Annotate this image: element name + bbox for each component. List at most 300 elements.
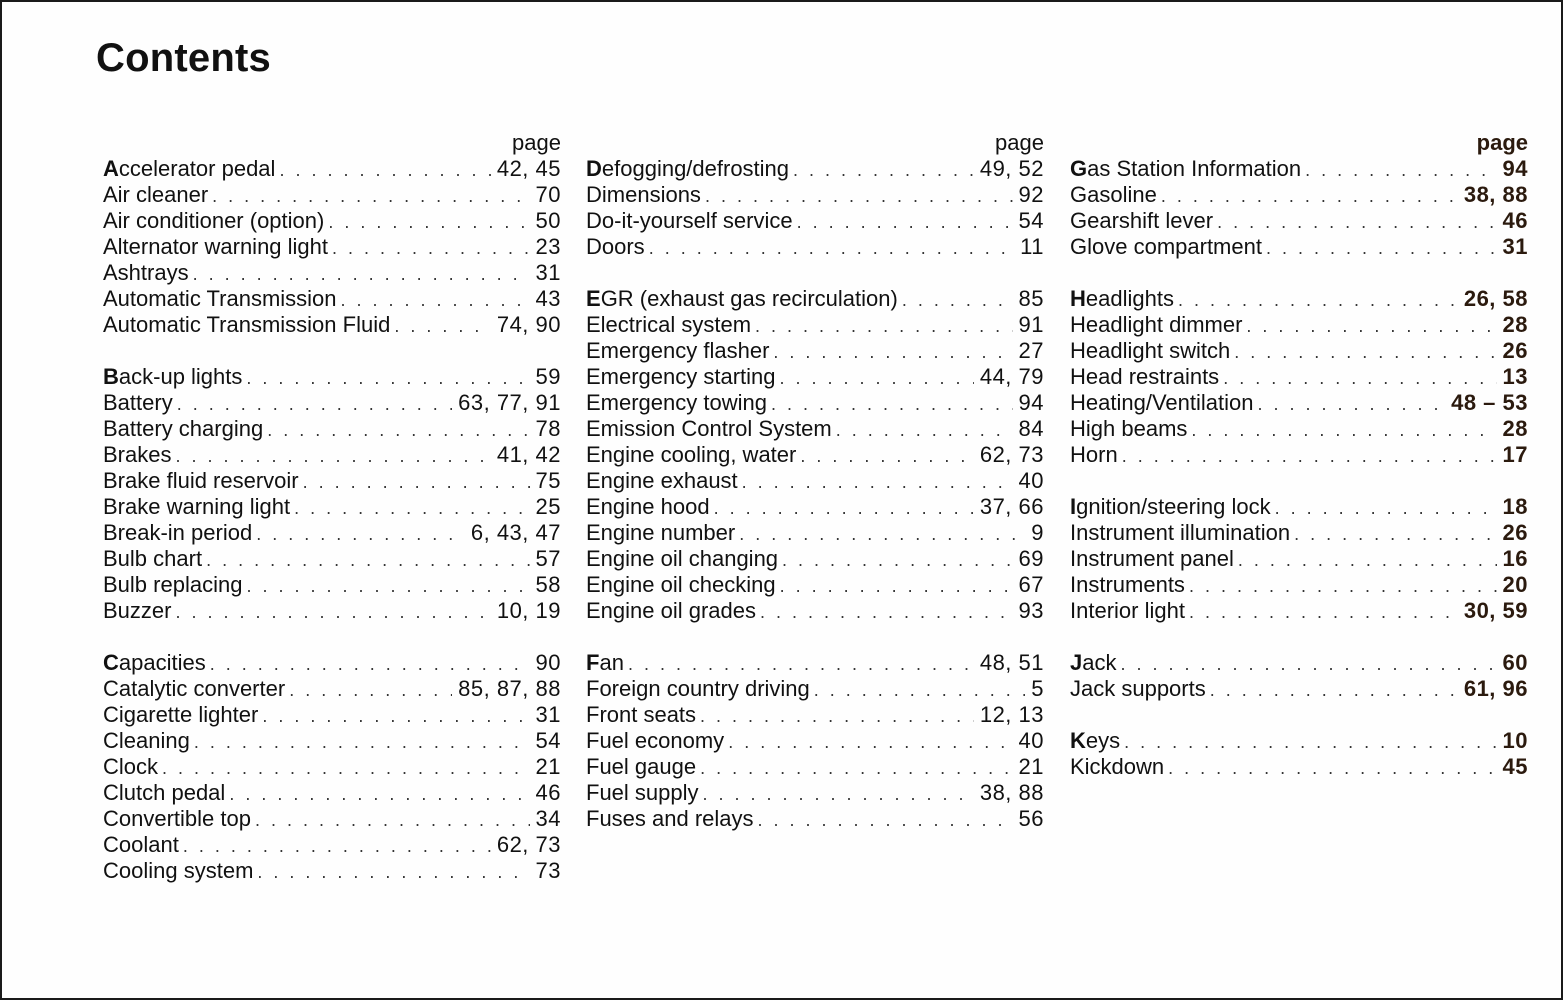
index-entry[interactable] [586,598,1044,624]
dot-leader [771,391,1013,417]
entry-label: Engine hood [586,494,710,519]
entry-page-number: 41, 42 [496,442,561,467]
entry-term [103,702,258,728]
index-entry[interactable] [103,780,561,806]
entry-term [586,182,701,208]
index-entry[interactable] [103,156,561,182]
group-spacer [103,624,561,650]
index-entry[interactable] [103,364,561,390]
index-entry[interactable] [103,520,561,546]
entry-page-number: 63, 77, 91 [458,390,561,415]
entry-term [1070,234,1262,260]
dot-leader [183,833,491,859]
dot-leader [1266,235,1497,261]
dot-leader [793,157,974,183]
dot-leader [1121,651,1497,677]
index-entry[interactable] [1070,728,1528,754]
index-entry[interactable] [1070,572,1528,598]
entry-term [103,364,242,390]
entry-page-number: 11 [1020,234,1044,259]
dot-leader [162,755,530,781]
group-spacer [1070,468,1528,494]
entry-page-number: 42, 45 [496,156,561,181]
entry-label: Brakes [103,442,172,467]
entry-term [1070,676,1206,702]
entry-term [103,546,202,572]
entry-label: Clutch pedal [103,780,226,805]
index-column-3 [1070,130,1528,780]
entry-page-number: 70 [535,182,561,207]
index-entry[interactable] [103,598,561,624]
index-entry[interactable] [586,364,1044,390]
entry-page-number: 90 [535,650,561,675]
entry-initial-letter: D [586,156,602,181]
entry-term [103,286,337,312]
entry-page-number: 91 [1018,312,1044,337]
entry-label: apacities [118,650,206,675]
entry-page-number: 73 [535,858,561,883]
entry-page-number: 5 [1031,676,1044,701]
entry-initial-letter: C [103,650,119,675]
entry-initial-letter: F [586,650,600,675]
index-entry[interactable] [103,312,561,338]
entry-page-number: 46 [1502,208,1528,233]
entry-term [586,676,810,702]
index-entry[interactable] [1070,520,1528,546]
index-entry[interactable] [586,338,1044,364]
entry-term [586,598,756,624]
entry-term [586,702,696,728]
entry-term [586,468,738,494]
entry-page-number: 38, 88 [1463,182,1528,207]
dot-leader [714,495,974,521]
dot-leader [1168,755,1496,781]
entry-page-number: 31 [535,260,561,285]
dot-leader [742,469,1013,495]
entry-page-number: 31 [535,702,561,727]
entry-term [1070,182,1157,208]
entry-label: Coolant [103,832,179,857]
entry-term [103,520,252,546]
entry-page-number: 49, 52 [979,156,1044,181]
entry-label: eadlights [1085,286,1174,311]
entry-label: eys [1085,728,1121,753]
entry-term [103,754,158,780]
entry-label: Gasoline [1070,182,1157,207]
index-entry[interactable] [586,702,1044,728]
entry-label: Emergency towing [586,390,767,415]
entry-label: Fuel gauge [586,754,697,779]
entry-term [586,156,789,182]
entry-term [586,728,724,754]
entry-page-number: 26 [1502,520,1528,545]
index-entry[interactable] [103,234,561,260]
dot-leader [394,313,491,339]
entry-label: Interior light [1070,598,1185,623]
entry-term [1070,442,1118,468]
index-entry[interactable] [103,702,561,728]
entry-label: Headlight dimmer [1070,312,1243,337]
index-entry[interactable] [586,780,1044,806]
index-entry[interactable] [586,650,1044,676]
entry-page-number: 13 [1502,364,1528,389]
dot-leader [700,755,1012,781]
dot-leader [780,573,1013,599]
entry-label: Battery [103,390,173,415]
index-column-2 [586,130,1044,832]
entry-label: Bulb chart [103,546,203,571]
entry-page-number: 12, 13 [979,702,1044,727]
dot-leader [1246,313,1496,339]
group-spacer [1070,624,1528,650]
entry-page-number: 38, 88 [979,780,1044,805]
entry-label: ccelerator pedal [118,156,276,181]
page-column-header: page [1476,130,1528,155]
index-entry[interactable] [103,676,561,702]
index-entry[interactable] [103,468,561,494]
entry-label: Buzzer [103,598,172,623]
entry-label: Automatic Transmission [103,286,337,311]
entry-page-number: 48, 51 [979,650,1044,675]
entry-term [1070,494,1271,520]
entry-label: an [599,650,624,675]
index-entry[interactable] [586,286,1044,312]
dot-leader [1294,521,1496,547]
entry-page-number: 94 [1018,390,1044,415]
entry-page-number: 61, 96 [1463,676,1528,701]
index-entry[interactable] [586,416,1044,442]
index-entry[interactable] [586,208,1044,234]
entry-page-number: 45 [1502,754,1528,779]
entry-term [1070,208,1213,234]
index-entry[interactable] [586,806,1044,832]
entry-label: ack-up lights [118,364,243,389]
index-entry[interactable] [103,858,561,884]
entry-label: GR (exhaust gas recirculation) [600,286,898,311]
dot-leader [246,365,529,391]
entry-term [586,442,796,468]
entry-label: Do-it-yourself service [586,208,793,233]
dot-leader [341,287,530,313]
index-entry[interactable] [586,754,1044,780]
index-entry[interactable] [586,156,1044,182]
entry-label: Alternator warning light [103,234,329,259]
dot-leader [1189,599,1458,625]
index-entry[interactable] [586,468,1044,494]
index-entry[interactable] [586,520,1044,546]
index-entry[interactable] [103,832,561,858]
entry-page-number: 10 [1502,728,1528,753]
entry-page-number: 21 [535,754,561,779]
entry-term [103,208,324,234]
entry-term [103,858,253,884]
dot-leader [1223,365,1496,391]
dot-leader [303,469,530,495]
entry-label: Engine oil grades [586,598,757,623]
index-entry[interactable] [1070,286,1528,312]
index-column-1 [103,130,561,884]
index-entry[interactable] [1070,676,1528,702]
entry-page-number: 25 [535,494,561,519]
entry-label: Break-in period [103,520,253,545]
entry-page-number: 62, 73 [979,442,1044,467]
entry-term [586,390,767,416]
dot-leader [194,729,530,755]
entry-page-number: 85 [1018,286,1044,311]
entry-page-number: 78 [535,416,561,441]
entry-label: Convertible top [103,806,251,831]
entry-label: Brake fluid reservoir [103,468,299,493]
entry-term [103,832,179,858]
entry-term [103,572,242,598]
entry-page-number: 75 [535,468,561,493]
dot-leader [1275,495,1497,521]
dot-leader [193,261,530,287]
entry-page-number: 58 [535,572,561,597]
entry-term [1070,390,1253,416]
entry-label: Engine number [586,520,736,545]
entry-term [586,234,645,260]
index-entry[interactable] [1070,338,1528,364]
entry-term [586,806,754,832]
entry-label: Engine oil checking [586,572,776,597]
dot-leader [1238,547,1497,573]
index-entry[interactable] [103,546,561,572]
dot-leader [780,365,974,391]
index-entry[interactable] [586,234,1044,260]
entry-label: Glove compartment [1070,234,1262,259]
dot-leader [262,703,529,729]
index-entry[interactable] [103,806,561,832]
entry-initial-letter: K [1070,728,1086,753]
entry-page-number: 37, 66 [979,494,1044,519]
entry-page-number: 93 [1018,598,1044,623]
index-entry[interactable] [103,182,561,208]
entry-label: Dimensions [586,182,701,207]
entry-label: Kickdown [1070,754,1165,779]
entry-term [1070,520,1290,546]
entry-label: Gearshift lever [1070,208,1214,233]
entry-page-number: 28 [1502,312,1528,337]
entry-label: Clock [103,754,159,779]
entry-page-number: 46 [535,780,561,805]
index-entry[interactable] [586,546,1044,572]
index-entry[interactable] [103,754,561,780]
entry-page-number: 16 [1502,546,1528,571]
dot-leader [256,521,465,547]
entry-term [103,650,206,676]
entry-page-number: 74, 90 [496,312,561,337]
dot-leader [1122,443,1497,469]
entry-term [103,676,285,702]
index-entry[interactable] [1070,234,1528,260]
index-entry[interactable] [1070,312,1528,338]
dot-leader [705,183,1013,209]
entry-term [103,598,171,624]
entry-label: efogging/defrosting [601,156,790,181]
group-spacer [586,260,1044,286]
entry-page-number: 23 [535,234,561,259]
entry-page-number: 9 [1031,520,1044,545]
entry-page-number: 10, 19 [496,598,561,623]
index-entry[interactable] [1070,442,1528,468]
entry-label: Cooling system [103,858,254,883]
dot-leader [328,209,529,235]
page-column-header: page [512,130,561,155]
index-entry[interactable] [103,390,561,416]
index-entry[interactable] [586,572,1044,598]
index-entry[interactable] [1070,364,1528,390]
entry-page-number: 62, 73 [496,832,561,857]
entry-term [1070,286,1174,312]
index-entry[interactable] [1070,546,1528,572]
dot-leader [1189,573,1497,599]
entry-term [1070,572,1185,598]
index-entry[interactable] [586,676,1044,702]
index-entry[interactable] [1070,416,1528,442]
dot-leader [289,677,452,703]
index-entry[interactable] [103,260,561,286]
entry-term [586,520,735,546]
index-entry[interactable] [103,728,561,754]
index-entry[interactable] [103,650,561,676]
entry-label: Engine exhaust [586,468,738,493]
entry-label: Fuses and relays [586,806,754,831]
entry-term [1070,728,1120,754]
entry-initial-letter: B [103,364,119,389]
entry-label: Front seats [586,702,697,727]
index-entry[interactable] [1070,156,1528,182]
dot-leader [773,339,1012,365]
dot-leader [728,729,1012,755]
index-entry[interactable] [586,312,1044,338]
index-entry[interactable] [103,494,561,520]
dot-leader [902,287,1013,313]
entry-term [103,780,225,806]
index-entry[interactable] [103,442,561,468]
dot-leader [246,573,529,599]
entry-term [586,546,778,572]
entry-label: Headlight switch [1070,338,1231,363]
index-entry[interactable] [1070,208,1528,234]
index-entry[interactable] [103,416,561,442]
entry-term [1070,156,1301,182]
entry-page-number: 54 [1018,208,1044,233]
index-entry[interactable] [1070,650,1528,676]
entry-initial-letter: H [1070,286,1086,311]
entry-label: Emission Control System [586,416,832,441]
entry-label: ack [1082,650,1117,675]
dot-leader [1210,677,1458,703]
entry-initial-letter: I [1070,494,1077,519]
dot-leader [814,677,1025,703]
entry-term [1070,598,1185,624]
dot-leader [332,235,530,261]
index-entry[interactable] [103,572,561,598]
index-entry[interactable] [1070,182,1528,208]
dot-leader [739,521,1025,547]
entry-term [586,780,699,806]
entry-initial-letter: A [103,156,119,181]
dot-leader [177,391,452,417]
entry-label: Foreign country driving [586,676,810,701]
index-entry[interactable] [586,390,1044,416]
entry-term [103,442,171,468]
entry-term [586,286,898,312]
entry-term [103,416,263,442]
dot-leader [1161,183,1458,209]
entry-label: Brake warning light [103,494,291,519]
entry-label: Bulb replacing [103,572,243,597]
index-entry[interactable] [103,286,561,312]
entry-page-number: 59 [535,364,561,389]
entry-page-number: 17 [1502,442,1528,467]
dot-leader [206,547,529,573]
dot-leader [836,417,1013,443]
index-entry[interactable] [1070,598,1528,624]
group-spacer [1070,260,1528,286]
entry-label: Doors [586,234,645,259]
dot-leader [1124,729,1496,755]
entry-term [103,234,328,260]
entry-term [103,468,299,494]
dot-leader [758,807,1013,833]
entry-label: Cigarette lighter [103,702,259,727]
dot-leader [1234,339,1496,365]
entry-term [103,312,390,338]
index-entry[interactable] [586,728,1044,754]
entry-label: Heating/Ventilation [1070,390,1254,415]
dot-leader [255,807,530,833]
entry-term [586,312,751,338]
entry-page-number: 27 [1018,338,1044,363]
entry-label: Instruments [1070,572,1185,597]
dot-leader [797,209,1013,235]
entry-term [1070,546,1234,572]
dot-leader [279,157,490,183]
entry-term [1070,364,1219,390]
entry-page-number: 30, 59 [1463,598,1528,623]
group-spacer [103,338,561,364]
index-entry[interactable] [1070,494,1528,520]
entry-page-number: 44, 79 [979,364,1044,389]
entry-label: Engine oil changing [586,546,779,571]
entry-page-number: 67 [1018,572,1044,597]
entry-page-number: 6, 43, 47 [470,520,561,545]
entry-label: Engine cooling, water [586,442,797,467]
entry-label: gnition/steering lock [1076,494,1271,519]
entry-label: Emergency flasher [586,338,770,363]
entry-term [586,494,710,520]
index-entry[interactable] [586,442,1044,468]
entry-page-number: 50 [535,208,561,233]
dot-leader [1305,157,1496,183]
dot-leader [1217,209,1496,235]
entry-page-number: 43 [535,286,561,311]
index-entry[interactable] [103,208,561,234]
index-entry[interactable] [1070,754,1528,780]
entry-page-number: 84 [1018,416,1044,441]
index-entry[interactable] [1070,390,1528,416]
entry-page-number: 48 – 53 [1451,390,1528,415]
entry-term [1070,312,1242,338]
entry-label: Instrument illumination [1070,520,1291,545]
index-entry[interactable] [586,494,1044,520]
entry-page-number: 56 [1018,806,1044,831]
entry-term [586,338,769,364]
entry-term [1070,416,1187,442]
index-entry[interactable] [586,182,1044,208]
